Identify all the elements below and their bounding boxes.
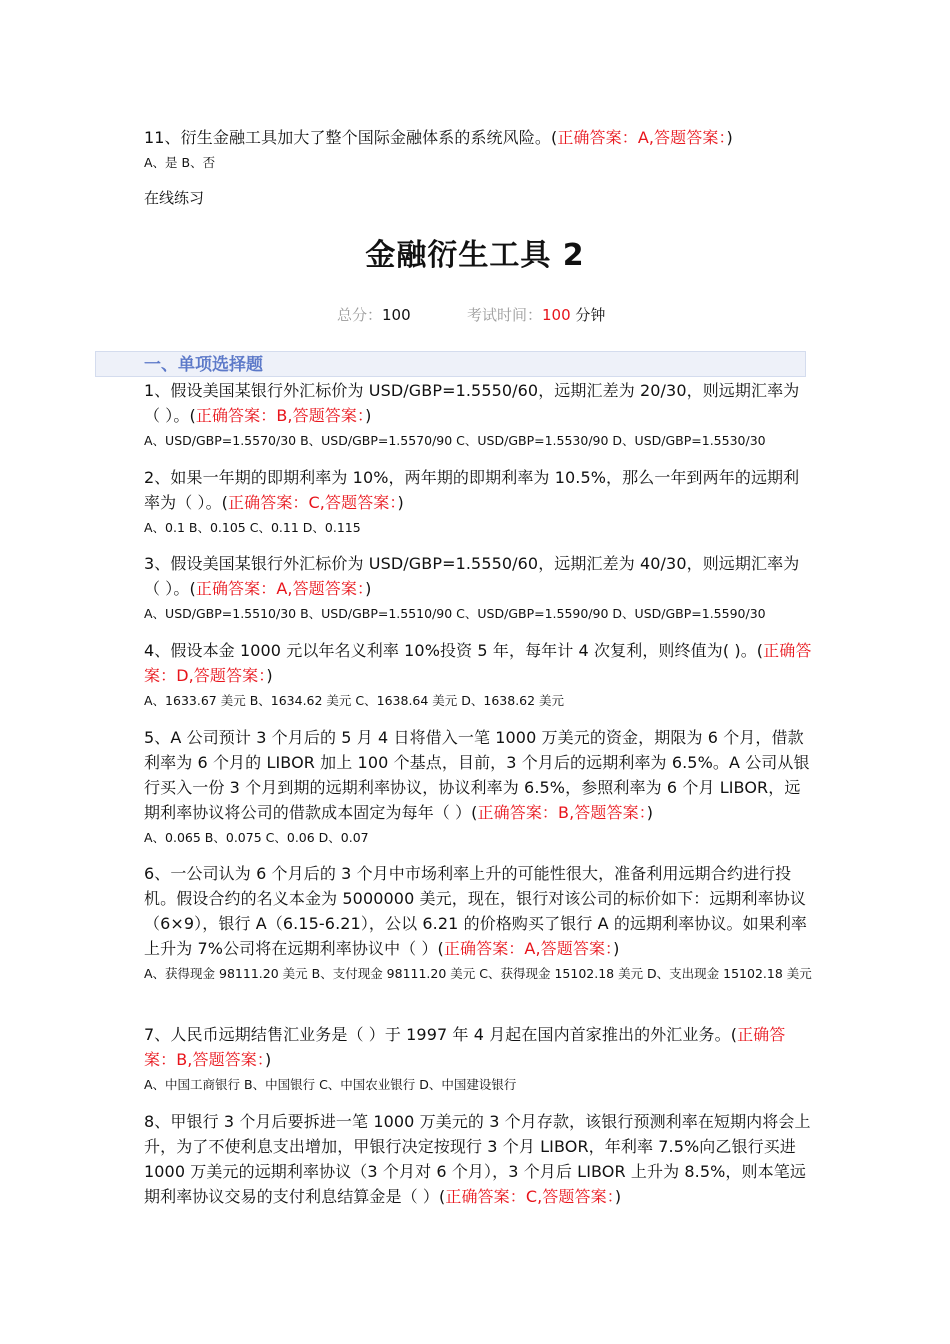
question-2 — [144, 465, 812, 540]
question-text: 7、人民币远期结售汇业务是（ ）于 1997 年 4 月起在国内首家推出的外汇业务。(正确答案：B,答题答案：) — [144, 1025, 786, 1069]
question-options: A、获得现金 98111.20 美元 B、支付现金 98111.20 美元 C、获得现金 15102.18 美元 D、支出现金 15102.18 美元 — [144, 966, 812, 981]
question-3 — [144, 551, 812, 626]
correct-answer: 正确答案：B,答题答案： — [195, 406, 366, 425]
question-4 — [144, 638, 812, 713]
section-label: 在线练习 — [144, 189, 205, 207]
section-header — [95, 351, 806, 377]
question-11 — [144, 125, 812, 175]
question-text: 2、如果一年期的即期利率为 10%，两年期的即期利率为 10.5%，那么一年到两年的远期利率为（ ）。(正确答案：C,答题答案：) — [144, 468, 800, 512]
question-options: A、0.1 B、0.105 C、0.11 D、0.115 — [144, 520, 361, 535]
question-1 — [144, 378, 812, 453]
score-info: 总分：100 — [337, 306, 411, 324]
question-text: 5、A 公司预计 3 个月后的 5 月 4 日将借入一笔 1000 万美元的资金，期限为 6 个月，借款利率为 6 个月的 LIBOR 加上 100 个基点，目前，3 个月后的远期利率为 6.5%。A 公司从银行买入一份 3 个月到期的远期利率协议，协议利率为 6.5%，参照利率为 6 个月 LIBOR，远期利率协议将公司的借款成本固定为每年（ ）(正确答案：B,答题答案：) — [144, 728, 810, 822]
correct-answer: 正确答案：B,答题答案： — [477, 803, 647, 822]
question-7 — [144, 1022, 812, 1097]
correct-answer: 正确答案：A,答题答案： — [195, 579, 366, 598]
correct-answer: 正确答案：A,答题答案： — [443, 939, 614, 958]
question-text: 1、假设美国某银行外汇标价为 USD/GBP=1.5550/60，远期汇差为 20/30，则远期汇率为（ ）。(正确答案：B,答题答案：) — [144, 381, 800, 425]
question-options: A、USD/GBP=1.5570/30 B、USD/GBP=1.5570/90 C、USD/GBP=1.5530/90 D、USD/GBP=1.5530/30 — [144, 433, 766, 448]
correct-answer: 正确答案：C,答题答案： — [228, 493, 398, 512]
question-options: A、1633.67 美元 B、1634.62 美元 C、1638.64 美元 D、1638.62 美元 — [144, 693, 565, 708]
question-8 — [144, 1109, 812, 1209]
correct-answer: 正确答案：C,答题答案： — [445, 1187, 615, 1206]
question-options: A、中国工商银行 B、中国银行 C、中国农业银行 D、中国建设银行 — [144, 1077, 517, 1092]
question-text: 3、假设美国某银行外汇标价为 USD/GBP=1.5550/60，远期汇差为 40/30，则远期汇率为（ ）。(正确答案：A,答题答案：) — [144, 554, 800, 598]
question-text: 4、假设本金 1000 元以年名义利率 10%投资 5 年，每年计 4 次复利，则终值为( )。(正确答案：D,答题答案：) — [144, 641, 812, 685]
correct-answer: 正确答案：B,答题答案： — [144, 1025, 786, 1069]
question-6 — [144, 861, 812, 986]
exam-title: 金融衍生工具 2 — [365, 238, 585, 273]
question-text: 11、衍生金融工具加大了整个国际金融体系的系统风险。(正确答案：A,答题答案：) — [144, 128, 733, 147]
question-options: A、USD/GBP=1.5510/30 B、USD/GBP=1.5510/90 C、USD/GBP=1.5590/90 D、USD/GBP=1.5590/30 — [144, 606, 766, 621]
question-text: 6、一公司认为 6 个月后的 3 个月中市场利率上升的可能性很大，准备利用远期合约进行投机。假设合约的名义本金为 5000000 美元，现在，银行对该公司的标价如下：远期利率协议（6×9），银行 A（6.15-6.21），公以 6.21 的价格购买了银行 A 的远期利率协议。如果利率上升为 7%公司将在远期利率协议中（ ）(正确答案：A,答题答案：) — [144, 864, 808, 958]
question-5 — [144, 725, 812, 850]
section-title: 一、单项选择题 — [144, 355, 263, 375]
time-info: 考试时间：100 分钟 — [467, 306, 606, 324]
correct-answer: 正确答案：A,答题答案： — [557, 128, 727, 147]
question-options: A、是 B、否 — [144, 155, 216, 170]
question-options: A、0.065 B、0.075 C、0.06 D、0.07 — [144, 830, 369, 845]
correct-answer: 正确答案：D,答题答案： — [144, 641, 812, 685]
question-text: 8、甲银行 3 个月后要拆进一笔 1000 万美元的 3 个月存款，该银行预测利率在短期内将会上升，为了不使利息支出增加，甲银行决定按现行 3 个月 LIBOR，年利率 7.5%向乙银行买进 1000 万美元的远期利率协议（3 个月对 6 个月），3 个月后 LIBOR 上升为 8.5%，则本笔远期利率协议交易的支付利息结算金是（ ）(正确答案：C,答题答案：) — [144, 1112, 811, 1206]
